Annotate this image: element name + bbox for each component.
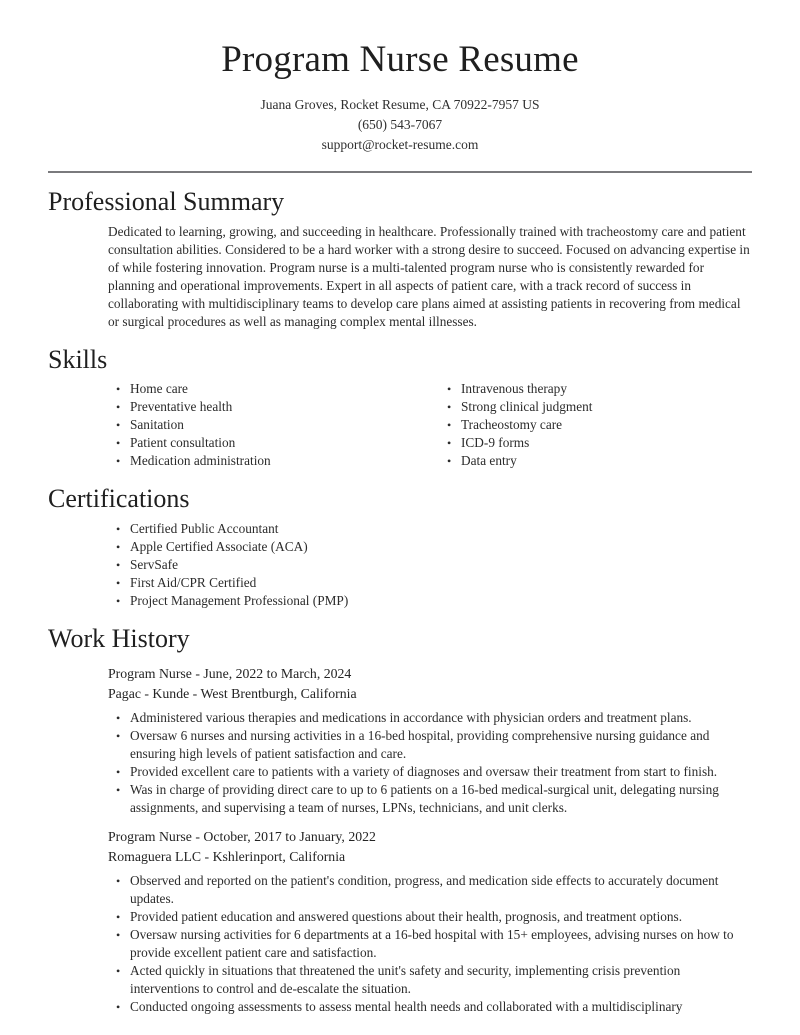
certifications-body <box>48 520 752 610</box>
job-header <box>48 664 752 704</box>
skills-columns <box>48 380 752 470</box>
skills-list-left <box>116 380 434 470</box>
list-item: • Oversaw nursing activities for 6 departments at a 16-bed hospital with 15+ employees, advising nurses on how to provide excellent patient care and satisfaction. <box>116 926 752 962</box>
job-company-line: Romaguera LLC - Kshlerinport, California <box>108 849 346 865</box>
list-item: • Data entry <box>447 452 752 470</box>
list-item: • Provided excellent care to patients with a variety of diagnoses and oversaw their treatment from start to finish. <box>116 763 752 781</box>
list-item: • Conducted ongoing assessments to assess mental health needs and collaborated with a multidisciplinary <box>116 998 752 1016</box>
list-item: • Observed and reported on the patient's condition, progress, and medication side effects to accurately document updates. <box>116 872 752 908</box>
list-item: • Project Management Professional (PMP) <box>116 592 752 610</box>
section-professional-summary <box>48 187 752 331</box>
contact-block <box>48 95 752 155</box>
list-item: • Preventative health <box>116 398 434 416</box>
list-item: • ServSafe <box>116 556 752 574</box>
list-item: • Medication administration <box>116 452 434 470</box>
job-bullets <box>48 709 752 817</box>
list-item: • Provided patient education and answered questions about their health, prognosis, and treatment options. <box>116 908 752 926</box>
section-heading-summary: Professional Summary <box>48 186 285 216</box>
certifications-list <box>116 520 752 610</box>
list-item: • Oversaw 6 nurses and nursing activities in a 16-bed hospital, providing comprehensive nursing guidance and ensuring high levels of patient satisfaction and care. <box>116 727 752 763</box>
list-item: • Apple Certified Associate (ACA) <box>116 538 752 556</box>
section-skills <box>48 345 752 471</box>
list-item: • Certified Public Accountant <box>116 520 752 538</box>
job-bullets <box>48 872 752 1016</box>
list-item: • Administered various therapies and medications in accordance with physician orders and treatment plans. <box>116 709 752 727</box>
summary-text: Dedicated to learning, growing, and succeeding in healthcare. Professionally trained with tracheostomy care and patient consultation abilities. Considered to be a hard worker with a strong desire to succeed. Focused on advancing expertise in of while fostering innovation. Program nurse is a multi-talented program nurse who is consistently rewarded for planning and operational improvements. Expert in all aspects of patient care, with a track record of success in collaborating with multidisciplinary teams to develop care plans aimed at assisting patients in recovering from medical or surgical procedures as well as managing complex mental illnesses. <box>108 223 750 329</box>
contact-address: Juana Groves, Rocket Resume, CA 70922-7957 US <box>260 96 540 112</box>
skills-column-right <box>434 380 752 470</box>
list-item: • ICD-9 forms <box>447 434 752 452</box>
section-certifications <box>48 484 752 610</box>
section-heading-work-history: Work History <box>48 624 190 654</box>
job-company-line: Pagac - Kunde - West Brentburgh, California <box>108 686 357 702</box>
job-header <box>48 827 752 867</box>
contact-phone: (650) 543-7067 <box>357 116 443 132</box>
job-title-line: Program Nurse - October, 2017 to January, 2022 <box>108 829 376 845</box>
list-item: • Strong clinical judgment <box>447 398 752 416</box>
skills-list-right <box>447 380 752 470</box>
skills-column-left <box>116 380 434 470</box>
job-bullet-list <box>116 872 752 1016</box>
work-history-entry <box>48 664 752 817</box>
job-bullet-list <box>116 709 752 817</box>
contact-email: support@rocket-resume.com <box>321 136 479 152</box>
summary-body <box>48 223 752 331</box>
header-divider <box>48 171 752 173</box>
job-title-line: Program Nurse - June, 2022 to March, 2024 <box>108 666 352 682</box>
section-work-history <box>48 624 752 1016</box>
list-item: • Home care <box>116 380 434 398</box>
list-item: • Was in charge of providing direct care to up to 6 patients on a 16-bed medical-surgical unit, delegating nursing assignments, and supervising a team of nurses, LPNs, technicians, and unit clerks. <box>116 781 752 817</box>
work-history-entry <box>48 827 752 1016</box>
page-title: Program Nurse Resume <box>221 39 579 80</box>
list-item: • Patient consultation <box>116 434 434 452</box>
section-heading-certifications: Certifications <box>48 484 190 514</box>
section-heading-skills: Skills <box>48 344 108 374</box>
list-item: • Acted quickly in situations that threatened the unit's safety and security, implementing crisis prevention interventions to control and de-escalate the situation. <box>116 962 752 998</box>
list-item: • Sanitation <box>116 416 434 434</box>
list-item: • First Aid/CPR Certified <box>116 574 752 592</box>
list-item: • Intravenous therapy <box>447 380 752 398</box>
list-item: • Tracheostomy care <box>447 416 752 434</box>
